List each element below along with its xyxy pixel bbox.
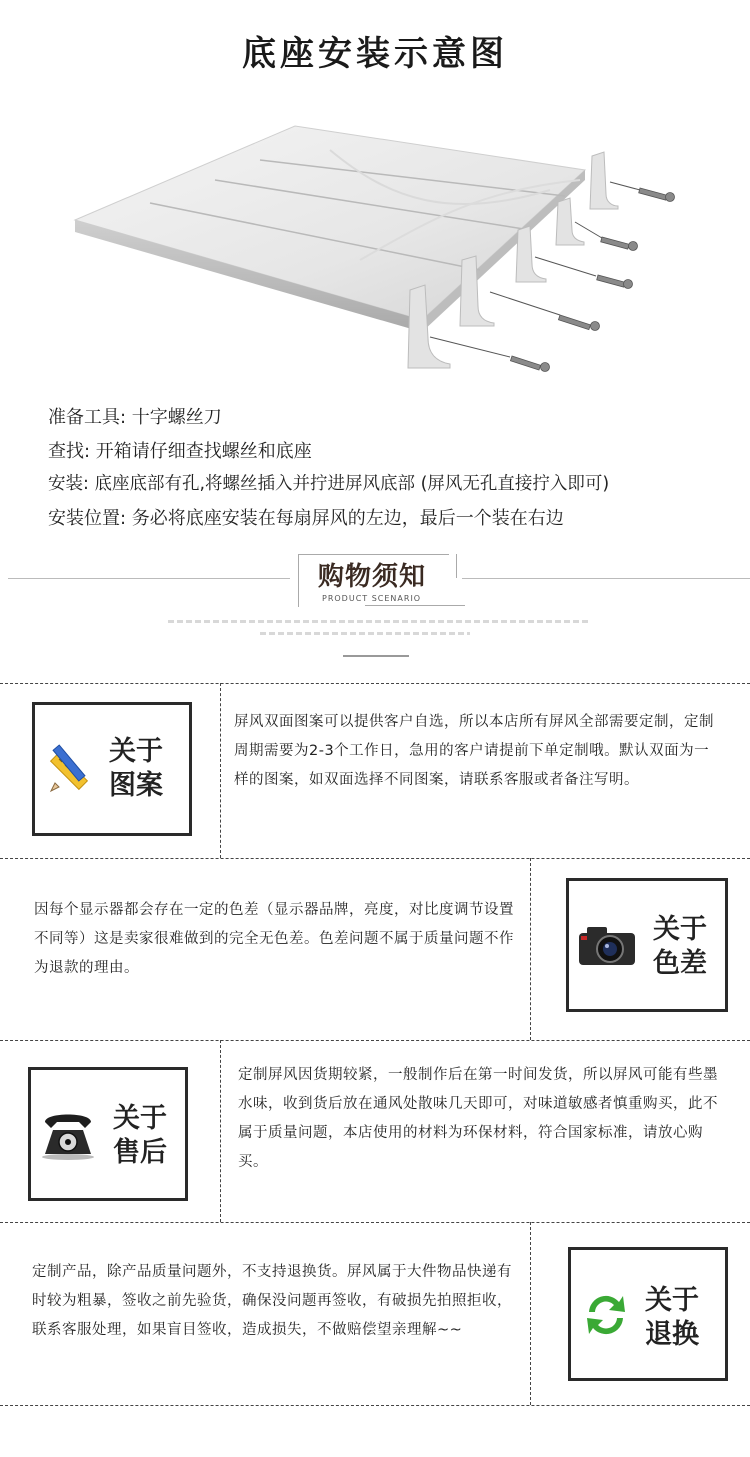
color-difference-description: 因每个显示器都会存在一定的色差（显示器品牌，亮度，对比度调节设置不同等）这是卖家很难做到的完全无色差。色差问题不属于质量问题不作为退款的理由。 bbox=[34, 902, 514, 976]
return-exchange-label-line1: 关于 bbox=[645, 1285, 699, 1316]
divider bbox=[0, 1222, 750, 1223]
divider bbox=[0, 1405, 750, 1406]
return-exchange-label-box bbox=[568, 1247, 728, 1381]
divider bbox=[0, 1040, 750, 1041]
notice-rule-right bbox=[462, 578, 750, 579]
color-difference-label-box bbox=[566, 878, 728, 1012]
pattern-description: 屏风双面图案可以提供客户自选，所以本店所有屏风全部需要定制，定制周期需要为2-3个工作日，急用的客户请提前下单定制哦。默认双面为一样的图案，如双面选择不同图案，请联系客服或者备注写明。 bbox=[234, 714, 714, 788]
pattern-label-line1: 关于 bbox=[109, 736, 163, 767]
instruction-install: 安装: 底座底部有孔,将螺丝插入并拧进屏风底部 (屏风无孔直接拧入即可) bbox=[48, 474, 610, 494]
instruction-find: 查找: 开箱请仔细查找螺丝和底座 bbox=[48, 441, 312, 462]
after-sales-description: 定制屏风因货期较紧，一般制作后在第一时间发货，所以屏风可能有些墨水味，收到货后放在通风处散味几天即可，对味道敏感者慎重购买，此不属于质量问题，本店使用的材料为环保材料，符合国家标准，请放心购买。 bbox=[238, 1067, 718, 1170]
notice-subtitle: PRODUCT SCENARIO bbox=[322, 594, 422, 603]
notice-fine-print-line-1 bbox=[168, 620, 588, 623]
after-sales-label-line1: 关于 bbox=[113, 1103, 167, 1134]
return-exchange-label-line2: 退换 bbox=[645, 1319, 699, 1350]
notice-frame-right bbox=[456, 554, 457, 578]
color-difference-label-line2: 色差 bbox=[653, 948, 707, 979]
instruction-tools: 准备工具: 十字螺丝刀 bbox=[48, 407, 222, 428]
after-sales-label-box bbox=[28, 1067, 188, 1201]
instruction-position: 安装位置: 务必将底座安装在每扇屏风的左边，最后一个装在右边 bbox=[48, 508, 564, 529]
pattern-label-line2: 图案 bbox=[109, 770, 163, 801]
color-difference-label-line1: 关于 bbox=[653, 914, 707, 945]
notice-title: 购物须知 bbox=[318, 562, 427, 592]
after-sales-label-line2: 售后 bbox=[113, 1137, 167, 1168]
divider bbox=[0, 683, 750, 684]
notice-rule-left bbox=[8, 578, 290, 579]
divider bbox=[220, 683, 221, 858]
notice-underline bbox=[365, 605, 465, 606]
notice-fine-print-line-2 bbox=[260, 632, 470, 635]
page-title: 底座安装示意图 bbox=[242, 34, 508, 74]
divider bbox=[0, 858, 750, 859]
pattern-label-box bbox=[32, 702, 192, 836]
divider bbox=[220, 1040, 221, 1222]
return-exchange-description: 定制产品，除产品质量问题外，不支持退换货。屏风属于大件物品快递有时较为粗暴，签收之前先验货，确保没问题再签收，有破损先拍照拒收，联系客服处理，如果盲目签收，造成损失，不做赔偿望亲理解~~ bbox=[32, 1264, 512, 1338]
base-installation-illustration bbox=[30, 110, 690, 380]
recycle-arrows-icon bbox=[581, 1290, 631, 1340]
divider bbox=[530, 858, 531, 1040]
notice-short-rule bbox=[343, 655, 409, 657]
camera-icon bbox=[577, 923, 637, 967]
divider bbox=[530, 1222, 531, 1405]
telephone-icon bbox=[39, 1108, 97, 1160]
pencil-ruler-icon bbox=[45, 739, 93, 799]
